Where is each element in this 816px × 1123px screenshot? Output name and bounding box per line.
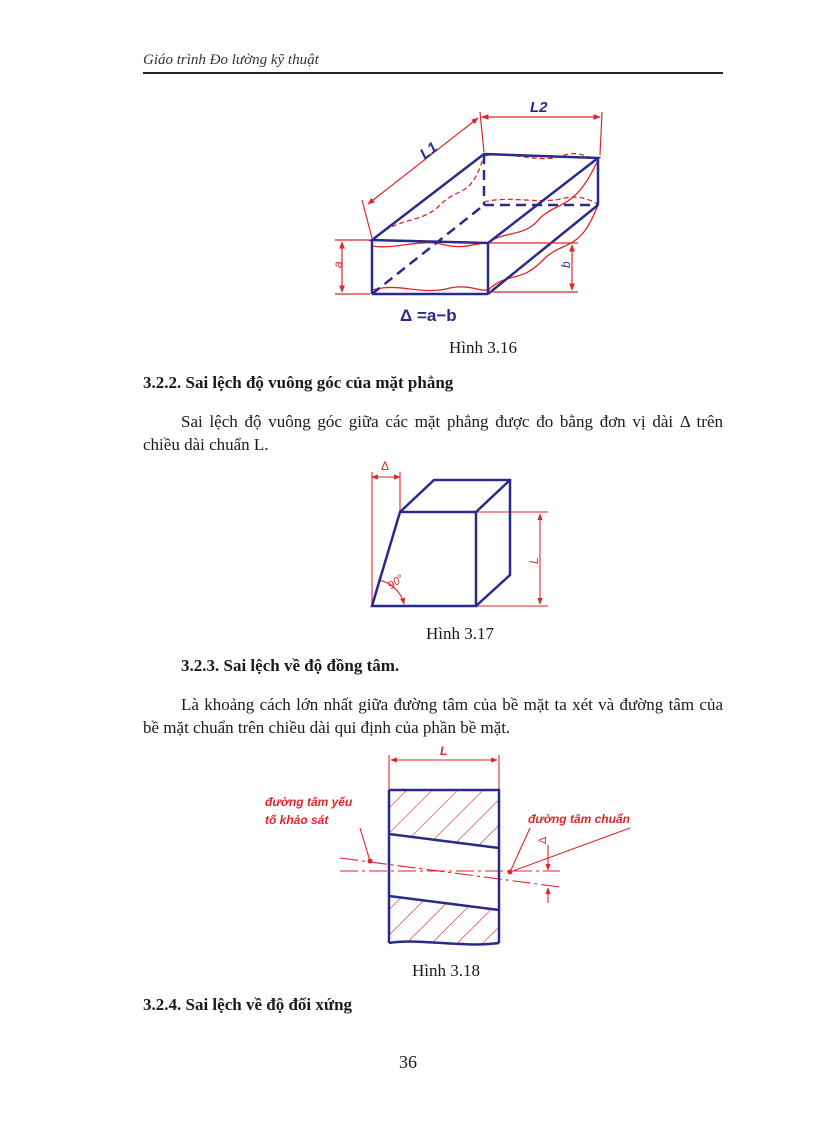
label-examined-axis-line1: đường tâm yếu [265,795,353,809]
figure-3-16-caption: Hình 3.16 [449,338,517,357]
heading-3-2-4: 3.2.4. Sai lệch về độ đối xứng [143,995,353,1014]
label-examined-axis-line2: tố khảo sát [265,813,329,827]
heading-3-2-2: 3.2.2. Sai lệch độ vuông góc của mặt phẳng [143,373,454,392]
figure-3-17 [360,455,560,615]
running-header: Giáo trình Đo lường kỹ thuật [143,52,319,68]
label-delta: Δ [537,836,549,844]
label-delta: Δ [381,459,390,473]
label-reference-axis: đường tâm chuẩn [528,812,630,826]
figure-3-16 [320,95,620,335]
paragraph-3-2-2: Sai lệch độ vuông góc giữa các mặt phẳng được đo bằng đơn vị dài Δ trên chiều dài chuẩn L. [143,412,723,454]
header-rule [143,72,723,74]
formula: Δ =a−b [400,306,457,325]
label-a: a [331,261,345,268]
heading-3-2-3: 3.2.3. Sai lệch về độ đồng tâm. [181,656,400,675]
label-angle: 90° [385,572,407,593]
label-l1: L1 [416,138,442,163]
figure-3-18 [255,742,645,952]
label-b: b [559,261,573,268]
figure-3-18-caption: Hình 3.18 [412,961,480,980]
page-number: 36 [399,1052,417,1072]
paragraph-3-2-3: Là khoảng cách lớn nhất giữa đường tâm của bề mặt ta xét và đường tâm của bề mặt chuẩn trên chiều dài qui định của phần bề mặt. [143,695,723,737]
label-l2: L2 [530,99,548,116]
figure-3-17-caption: Hình 3.17 [426,624,494,643]
label-l: L [527,557,541,564]
label-l: L [440,744,448,758]
